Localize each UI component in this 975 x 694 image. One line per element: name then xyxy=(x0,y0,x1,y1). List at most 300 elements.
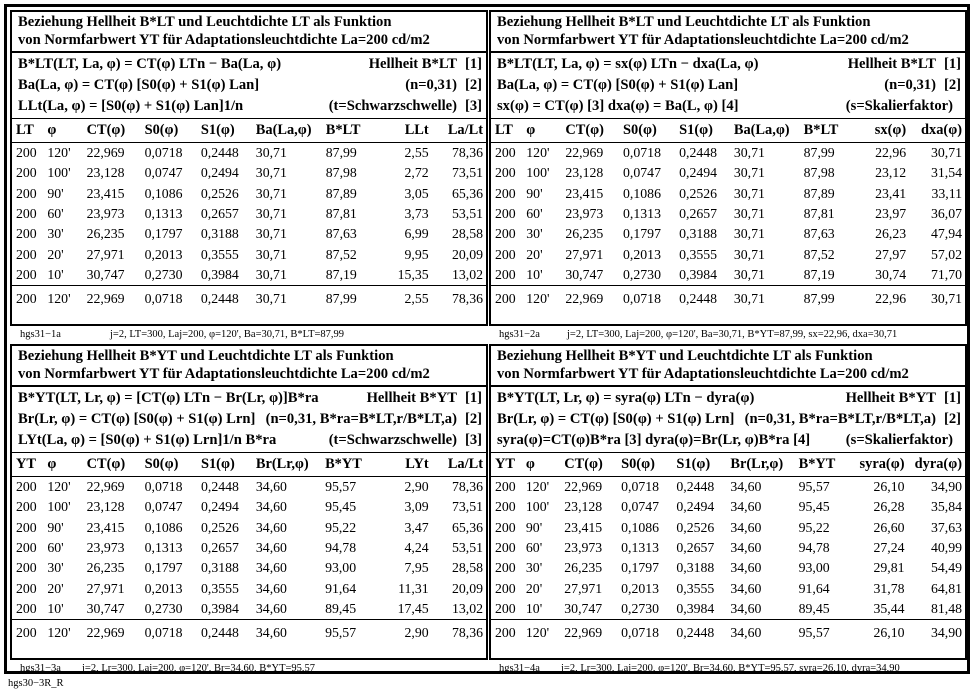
table-cell: 9,95 xyxy=(404,246,429,262)
table-cell: 20' xyxy=(526,246,543,262)
table-row xyxy=(491,265,965,286)
table-cell: 87,63 xyxy=(325,226,357,242)
equation-2: Br(Lr, φ) = CT(φ) [S0(φ) + S1(φ) Lrn] (n=0,31, B*ra=B*LT,r/B*LT,a) [2] xyxy=(497,411,961,427)
table-cell: 87,99 xyxy=(322,286,380,312)
table-cell: 87,89 xyxy=(325,185,357,201)
panel-footer xyxy=(10,660,488,675)
table-cell: 6,99 xyxy=(404,226,429,242)
table-cell: 78,36 xyxy=(451,145,483,161)
table-cell: 0,3555 xyxy=(676,580,715,596)
table-row xyxy=(491,143,965,164)
table-row xyxy=(12,538,486,558)
table-cell: 30,71 xyxy=(255,165,287,181)
table-cell: 0,2657 xyxy=(676,540,715,556)
table-cell: 34,60 xyxy=(255,600,287,616)
table-cell: 2,90 xyxy=(380,620,432,646)
table-cell: 200 xyxy=(16,206,37,222)
table-cell: 200 xyxy=(495,145,516,161)
table-row xyxy=(12,143,486,164)
column-header: φ xyxy=(522,119,561,143)
table-cell: 0,2657 xyxy=(679,206,718,222)
table-cell: 0,0718 xyxy=(619,286,675,312)
column-header: LYt xyxy=(380,453,432,477)
table-row xyxy=(12,244,486,264)
table-cell: 200 xyxy=(16,540,37,556)
table-cell: 200 xyxy=(16,499,37,515)
table-cell: 60' xyxy=(525,540,543,556)
table-cell: 20' xyxy=(47,580,64,596)
footer-id: hgs31−3a xyxy=(20,663,61,674)
equation-1: B*YT(LT, Lr, φ) = [CT(φ) LTn − Br(Lr, φ)]B*ra Hellheit B*YT [1] xyxy=(18,390,482,406)
table-row xyxy=(12,558,486,578)
table-cell: 30' xyxy=(47,560,64,576)
column-header: La/Lt xyxy=(432,453,486,477)
panel-3a xyxy=(10,344,488,675)
table-cell: 31,78 xyxy=(873,580,905,596)
panel-footer xyxy=(489,660,967,675)
table-cell: 0,2448 xyxy=(679,145,718,161)
table-cell: 0,1797 xyxy=(144,560,183,576)
table-cell: 0,2730 xyxy=(144,266,183,282)
title-line-2: von Normfarbwert YT für Adaptationsleuchtdichte La=200 cd/m2 xyxy=(497,366,909,382)
equations xyxy=(491,387,965,453)
table-cell: 0,0747 xyxy=(144,499,183,515)
table-cell: 11,31 xyxy=(398,580,429,596)
table-row xyxy=(491,184,965,204)
table-row xyxy=(12,184,486,204)
table-cell: 22,96 xyxy=(875,145,907,161)
table-cell: 90' xyxy=(47,519,64,535)
table-cell: 30,71 xyxy=(733,145,765,161)
column-header: CT(φ) xyxy=(560,453,617,477)
table-cell: 0,1313 xyxy=(144,540,183,556)
table-cell: 30,747 xyxy=(86,266,125,282)
table-cell: 87,52 xyxy=(325,246,357,262)
data-table xyxy=(12,119,486,311)
table-cell: 30,71 xyxy=(730,286,800,312)
table-cell: 57,02 xyxy=(930,246,962,262)
table-cell: 30,74 xyxy=(875,266,907,282)
table-row xyxy=(491,224,965,244)
table-cell: 54,49 xyxy=(930,560,962,576)
panel-box xyxy=(489,10,967,326)
table-cell: 26,235 xyxy=(565,226,604,242)
table-row xyxy=(491,204,965,224)
table-cell: 200 xyxy=(495,226,516,242)
table-cell: 65,36 xyxy=(451,519,483,535)
table-row xyxy=(491,620,965,646)
column-header: Br(Lr,φ) xyxy=(726,453,794,477)
table-cell: 87,98 xyxy=(803,165,835,181)
table-cell: 95,45 xyxy=(325,499,357,515)
table-cell: 34,60 xyxy=(730,540,762,556)
table-cell: 200 xyxy=(16,479,37,495)
table-cell: 200 xyxy=(16,266,37,282)
table-row xyxy=(12,518,486,538)
table-cell: 30,71 xyxy=(733,185,765,201)
table-cell: 30,747 xyxy=(86,600,125,616)
table-cell: 200 xyxy=(495,479,516,495)
table-cell: 23,415 xyxy=(565,185,604,201)
table-cell: 200 xyxy=(16,246,37,262)
table-header-row xyxy=(491,453,965,477)
table-cell: 26,28 xyxy=(873,499,905,515)
table-cell: 22,969 xyxy=(86,479,125,495)
table-cell: 0,2448 xyxy=(197,286,252,312)
table-cell: 22,969 xyxy=(565,145,604,161)
table-cell: 34,60 xyxy=(255,580,287,596)
panel-footer xyxy=(489,326,967,341)
table-cell: 22,969 xyxy=(561,286,619,312)
column-header: S1(φ) xyxy=(675,119,730,143)
footer-params: j=2, Lr=300, Laj=200, φ=120', Br=34,60, B*YT=95,57, syra=26,10, dyra=34,90 xyxy=(561,663,900,674)
table-cell: 200 xyxy=(495,206,516,222)
table-cell: 120' xyxy=(43,286,82,312)
table-cell: 34,60 xyxy=(730,499,762,515)
table-cell: 200 xyxy=(16,580,37,596)
column-header: S0(φ) xyxy=(619,119,675,143)
table-header-row xyxy=(491,119,965,143)
table-cell: 200 xyxy=(495,519,516,535)
table-cell: 27,971 xyxy=(86,580,125,596)
table-cell: 90' xyxy=(47,185,64,201)
table-cell: 0,1086 xyxy=(623,185,661,201)
table-cell: 200 xyxy=(495,580,516,596)
table-cell: 40,99 xyxy=(930,540,962,556)
table-cell: 0,2448 xyxy=(672,620,726,646)
footer-id: hgs31−2a xyxy=(499,329,540,340)
table-cell: 34,60 xyxy=(255,499,287,515)
table-cell: 0,1797 xyxy=(623,226,661,242)
table-cell: 200 xyxy=(16,185,37,201)
table-cell: 23,128 xyxy=(86,165,125,181)
table-cell: 3,73 xyxy=(404,206,429,222)
table-cell: 0,1313 xyxy=(623,206,661,222)
equations xyxy=(12,53,486,119)
table-cell: 0,2448 xyxy=(200,479,239,495)
table-cell: 36,07 xyxy=(930,206,962,222)
table-cell: 0,0718 xyxy=(141,620,197,646)
title-line-2: von Normfarbwert YT für Adaptationsleuchtdichte La=200 cd/m2 xyxy=(497,32,909,48)
table-cell: 27,971 xyxy=(86,246,125,262)
table-cell: 30,71 xyxy=(733,226,765,242)
table-cell: 0,0718 xyxy=(144,145,183,161)
table-cell: 200 xyxy=(16,560,37,576)
table-cell: 0,2657 xyxy=(200,540,239,556)
table-cell: 53,51 xyxy=(451,206,483,222)
table-cell: 34,60 xyxy=(255,540,287,556)
table-cell: 22,969 xyxy=(560,620,617,646)
table-cell: 73,51 xyxy=(451,499,483,515)
table-cell: 0,0718 xyxy=(621,479,660,495)
title-line-1: Beziehung Hellheit B*YT und Leuchtdichte LT als Funktion xyxy=(18,348,394,364)
table-cell: 34,60 xyxy=(726,620,794,646)
table-cell: 47,94 xyxy=(930,226,962,242)
column-header: S1(φ) xyxy=(197,119,252,143)
table-cell: 34,90 xyxy=(930,479,962,495)
table-cell: 120' xyxy=(522,620,560,646)
table-cell: 28,58 xyxy=(451,226,483,242)
column-header: syra(φ) xyxy=(852,453,907,477)
table-cell: 100' xyxy=(526,165,550,181)
title-line-1: Beziehung Hellheit B*LT und Leuchtdichte LT als Funktion xyxy=(497,14,871,30)
table-cell: 2,55 xyxy=(380,286,432,312)
table-cell: 27,24 xyxy=(873,540,905,556)
footer-params: j=2, LT=300, Laj=200, φ=120', Ba=30,71, B*YT=87,99, sx=22,96, dxa=30,71 xyxy=(567,329,898,340)
table-cell: 37,63 xyxy=(930,519,962,535)
table-cell: 200 xyxy=(495,246,516,262)
footer-id: hgs31−1a xyxy=(20,329,61,340)
table-cell: 22,969 xyxy=(86,145,125,161)
table-cell: 200 xyxy=(495,560,516,576)
table-cell: 34,90 xyxy=(908,620,966,646)
table-cell: 90' xyxy=(526,185,543,201)
table-cell: 200 xyxy=(495,165,516,181)
table-cell: 26,235 xyxy=(86,560,125,576)
column-header: S0(φ) xyxy=(617,453,672,477)
table-cell: 30' xyxy=(526,226,543,242)
equation-2: Br(Lr, φ) = CT(φ) [S0(φ) + S1(φ) Lrn] (n=0,31, B*ra=B*LT,r/B*LT,a) [2] xyxy=(18,411,482,427)
table-cell: 0,0747 xyxy=(623,165,661,181)
table-cell: 0,2657 xyxy=(200,206,239,222)
equation-2: Ba(La, φ) = CT(φ) [S0(φ) + S1(φ) Lan] (n=0,31) [2] xyxy=(497,77,961,93)
table-cell: 34,60 xyxy=(252,620,321,646)
table-cell: 23,973 xyxy=(565,206,604,222)
table-cell: 0,3188 xyxy=(676,560,715,576)
table-cell: 73,51 xyxy=(451,165,483,181)
table-cell: 87,52 xyxy=(803,246,835,262)
table-cell: 22,96 xyxy=(858,286,910,312)
table-cell: 87,63 xyxy=(803,226,835,242)
table-cell: 81,48 xyxy=(930,600,962,616)
table-cell: 0,3555 xyxy=(200,246,239,262)
table-row xyxy=(12,204,486,224)
table-row xyxy=(12,477,486,498)
table-cell: 28,58 xyxy=(451,560,483,576)
table-cell: 22,969 xyxy=(83,286,141,312)
table-cell: 4,24 xyxy=(404,540,429,556)
column-header: dxa(φ) xyxy=(909,119,965,143)
panel-title xyxy=(12,12,486,53)
title-line-1: Beziehung Hellheit B*YT und Leuchtdichte LT als Funktion xyxy=(497,348,873,364)
table-cell: 0,1313 xyxy=(621,540,660,556)
panel-4a xyxy=(489,344,967,675)
column-header: sx(φ) xyxy=(858,119,910,143)
table-header-row xyxy=(12,119,486,143)
table-row xyxy=(12,620,486,646)
table-cell: 78,36 xyxy=(432,286,486,312)
panel-box xyxy=(489,344,967,660)
footer-params: j=2, Lr=300, Laj=200, φ=120', Br=34,60, B*YT=95,57 xyxy=(82,663,316,674)
table-cell: 0,1086 xyxy=(621,519,660,535)
table-cell: 23,973 xyxy=(86,206,125,222)
table-cell: 87,99 xyxy=(803,145,835,161)
table-cell: 0,2448 xyxy=(675,286,730,312)
table-cell: 0,2526 xyxy=(676,519,715,535)
table-cell: 0,3984 xyxy=(200,600,239,616)
table-cell: 91,64 xyxy=(325,580,357,596)
column-header: Ba(La,φ) xyxy=(730,119,800,143)
table-row xyxy=(491,558,965,578)
table-cell: 87,81 xyxy=(325,206,357,222)
table-cell: 30,71 xyxy=(733,266,765,282)
panel-footer xyxy=(10,326,488,341)
table-cell: 0,3984 xyxy=(200,266,239,282)
table-cell: 26,235 xyxy=(86,226,125,242)
table-cell: 30,71 xyxy=(733,246,765,262)
column-header: S0(φ) xyxy=(141,453,197,477)
table-cell: 3,47 xyxy=(404,519,429,535)
table-cell: 13,02 xyxy=(451,266,483,282)
table-cell: 0,2730 xyxy=(623,266,661,282)
panel-box xyxy=(10,10,488,326)
table-cell: 23,97 xyxy=(875,206,907,222)
table-cell: 87,19 xyxy=(803,266,835,282)
table-cell: 53,51 xyxy=(451,540,483,556)
column-header: φ xyxy=(43,119,82,143)
table-row xyxy=(12,599,486,620)
table-cell: 0,2526 xyxy=(200,185,239,201)
table-cell: 200 xyxy=(495,600,516,616)
table-cell: 89,45 xyxy=(325,600,357,616)
equations xyxy=(12,387,486,453)
panel-box xyxy=(10,344,488,660)
table-cell: 30,747 xyxy=(564,600,603,616)
data-table xyxy=(491,119,965,311)
table-cell: 34,60 xyxy=(730,560,762,576)
panel-title xyxy=(12,346,486,387)
column-header: φ xyxy=(43,453,82,477)
table-cell: 120' xyxy=(526,145,550,161)
table-cell: 23,415 xyxy=(564,519,603,535)
table-cell: 120' xyxy=(522,286,561,312)
table-row xyxy=(12,286,486,312)
table-cell: 34,60 xyxy=(255,519,287,535)
table-cell: 23,128 xyxy=(564,499,603,515)
column-header: S1(φ) xyxy=(197,453,252,477)
column-header: LT xyxy=(12,119,43,143)
equation-3: syra(φ)=CT(φ)B*ra [3] dyra(φ)=Br(Lr, φ)B*ra [4] (s=Skalierfaktor) xyxy=(497,432,953,448)
table-cell: 0,2494 xyxy=(200,165,239,181)
table-cell: 20,09 xyxy=(451,246,483,262)
table-cell: 87,81 xyxy=(803,206,835,222)
table-cell: 34,60 xyxy=(730,519,762,535)
table-cell: 95,22 xyxy=(798,519,830,535)
column-header: B*YT xyxy=(795,453,853,477)
table-cell: 89,45 xyxy=(798,600,830,616)
table-cell: 200 xyxy=(495,499,516,515)
table-row xyxy=(12,224,486,244)
table-cell: 27,971 xyxy=(564,580,603,596)
equation-1: B*LT(LT, La, φ) = CT(φ) LTn − Ba(La, φ) Hellheit B*LT [1] xyxy=(18,56,482,72)
table-cell: 30' xyxy=(47,226,64,242)
table-cell: 23,41 xyxy=(875,185,907,201)
table-cell: 2,55 xyxy=(404,145,429,161)
table-cell: 30,71 xyxy=(909,286,965,312)
table-row xyxy=(491,477,965,498)
column-header: B*LT xyxy=(322,119,380,143)
title-line-2: von Normfarbwert YT für Adaptationsleuchtdichte La=200 cd/m2 xyxy=(18,32,430,48)
table-cell: 0,1313 xyxy=(144,206,183,222)
table-cell: 31,54 xyxy=(930,165,962,181)
table-cell: 20' xyxy=(47,246,64,262)
table-cell: 93,00 xyxy=(798,560,830,576)
column-header: YT xyxy=(491,453,522,477)
table-cell: 65,36 xyxy=(451,185,483,201)
table-row xyxy=(12,497,486,517)
column-header: φ xyxy=(522,453,560,477)
table-cell: 34,60 xyxy=(730,580,762,596)
table-cell: 95,57 xyxy=(798,479,830,495)
column-header: CT(φ) xyxy=(83,453,141,477)
table-row xyxy=(491,518,965,538)
table-cell: 0,3984 xyxy=(679,266,718,282)
table-cell: 26,235 xyxy=(564,560,603,576)
table-cell: 0,1086 xyxy=(144,185,183,201)
table-row xyxy=(491,578,965,598)
column-header: YT xyxy=(12,453,43,477)
table-cell: 0,2494 xyxy=(200,499,239,515)
table-cell: 0,1797 xyxy=(621,560,660,576)
data-table xyxy=(12,453,486,645)
column-header: S1(φ) xyxy=(672,453,726,477)
table-cell: 30,71 xyxy=(733,165,765,181)
table-cell: 87,99 xyxy=(800,286,858,312)
equation-1: B*YT(LT, Lr, φ) = syra(φ) LTn − dyra(φ) Hellheit B*YT [1] xyxy=(497,390,961,406)
table-cell: 0,3188 xyxy=(200,226,239,242)
table-cell: 95,45 xyxy=(798,499,830,515)
table-row xyxy=(12,578,486,598)
table-cell: 23,415 xyxy=(86,519,125,535)
table-cell: 35,84 xyxy=(930,499,962,515)
table-cell: 2,72 xyxy=(404,165,429,181)
table-cell: 30,71 xyxy=(255,185,287,201)
table-cell: 95,57 xyxy=(321,620,380,646)
table-cell: 87,98 xyxy=(325,165,357,181)
table-cell: 0,2448 xyxy=(676,479,715,495)
page-footer: hgs30−3R_R xyxy=(8,678,64,689)
panel-2a xyxy=(489,10,967,341)
table-row xyxy=(491,163,965,183)
column-header: Ba(La,φ) xyxy=(252,119,322,143)
table-cell: 0,2494 xyxy=(676,499,715,515)
table-cell: 23,973 xyxy=(564,540,603,556)
table-cell: 10' xyxy=(525,600,543,616)
table-cell: 23,415 xyxy=(86,185,125,201)
table-cell: 0,2013 xyxy=(621,580,660,596)
table-cell: 0,3188 xyxy=(679,226,718,242)
column-header: CT(φ) xyxy=(83,119,141,143)
equation-3: LYt(La, φ) = [S0(φ) + S1(φ) Lrn]1/n B*ra (t=Schwarzschwelle) [3] xyxy=(18,432,482,448)
table-cell: 34,60 xyxy=(730,600,762,616)
table-cell: 13,02 xyxy=(451,600,483,616)
table-cell: 33,11 xyxy=(931,185,962,201)
table-cell: 23,128 xyxy=(565,165,604,181)
table-cell: 200 xyxy=(16,145,37,161)
title-line-2: von Normfarbwert YT für Adaptationsleuchtdichte La=200 cd/m2 xyxy=(18,366,430,382)
document-frame xyxy=(4,4,970,674)
table-cell: 23,973 xyxy=(86,540,125,556)
panel-title xyxy=(491,346,965,387)
table-cell: 95,57 xyxy=(795,620,853,646)
table-cell: 200 xyxy=(12,620,43,646)
table-cell: 0,0718 xyxy=(617,620,672,646)
table-row xyxy=(491,244,965,264)
table-cell: 0,1797 xyxy=(144,226,183,242)
table-cell: 60' xyxy=(47,206,64,222)
table-cell: 200 xyxy=(495,540,516,556)
table-cell: 78,36 xyxy=(451,479,483,495)
